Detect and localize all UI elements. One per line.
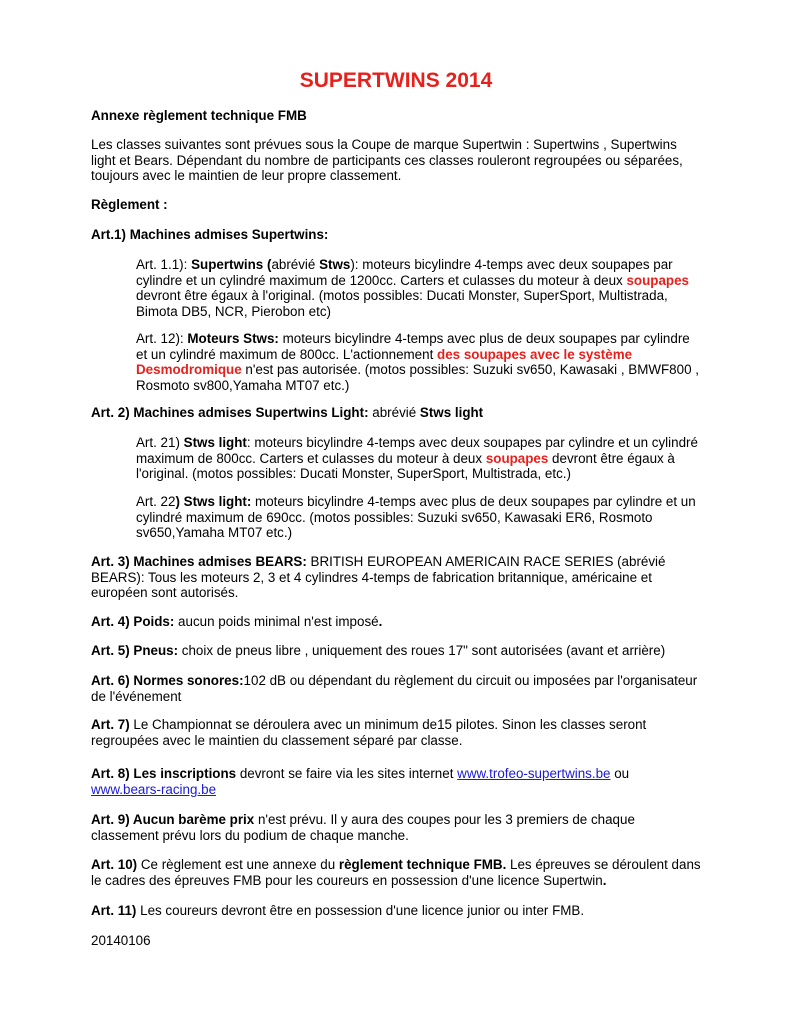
page-title: SUPERTWINS 2014: [299, 69, 493, 92]
art1-heading: Art.1) Machines admises Supertwins:: [91, 227, 329, 242]
art11-paragraph: Art. 11) Les coureurs devront être en possession d'une licence junior ou inter FMB.: [91, 903, 585, 918]
art2-heading: Art. 2) Machines admises Supertwins Light: abrévié Stws light: [91, 405, 484, 420]
intro-paragraph: Les classes suivantes sont prévues sous la Coupe de marque Supertwin : Supertwins , Supertwins light et Bears. Dépendant du nombre de participants ces classes rouleront regroupées ou séparées, toujours avec le maintien de leur propre classement.: [91, 137, 683, 184]
bears-racing-link[interactable]: www.bears-racing.be: [91, 781, 217, 797]
art4-paragraph: Art. 4) Poids: aucun poids minimal n'est imposé.: [91, 614, 383, 629]
art1-1-paragraph: Art. 1.1): Supertwins (abrévié Stws): moteurs bicylindre 4-temps avec deux soupapes par cylindre et un cylindré maximum de 1200cc. Carters et culasses du moteur à deux soupapes devront être égaux à l'original. (motos possibles: Ducati Monster, SuperSport, Multistrada, Bimota DB5, NCR, Pierobon etc): [136, 257, 689, 319]
document-date: 20140106: [91, 933, 151, 948]
art5-paragraph: Art. 5) Pneus: choix de pneus libre , uniquement des roues 17" sont autorisées (avant et arrière): [91, 643, 666, 658]
art6-paragraph: Art. 6) Normes sonores:102 dB ou dépendant du règlement du circuit ou imposées par l'organisateur de l'événement: [91, 673, 698, 704]
art7-paragraph: Art. 7) Le Championnat se déroulera avec un minimum de15 pilotes. Sinon les classes seront regroupées avec le maintien du classement séparé par classe.: [91, 717, 647, 748]
art1-2-paragraph: Art. 12): Moteurs Stws: moteurs bicylindre 4-temps avec plus de deux soupapes par cylindre et un cylindré maximum de 800cc. L'actionnement des soupapes avec le système Desmodromique n'est pas autorisée. (motos possibles: Suzuki sv650, Kawasaki , BMWF800 , Rosmoto sv800,Yamaha MT07 etc.): [136, 331, 699, 393]
art10-paragraph: Art. 10) Ce règlement est une annexe du règlement technique FMB. Les épreuves se déroulent dans le cadres des épreuves FMB pour les coureurs en possession d'une licence Supertwin.: [91, 857, 701, 888]
document-subtitle: Annexe règlement technique FMB: [91, 108, 307, 123]
art3-paragraph: Art. 3) Machines admises BEARS: BRITISH EUROPEAN AMERICAIN RACE SERIES (abrévié BEARS): Tous les moteurs 2, 3 et 4 cylindres 4-temps de fabrication britannique, américaine et européen sont autorisés.: [91, 554, 666, 601]
reglement-heading: Règlement :: [91, 197, 168, 212]
art2-1-paragraph: Art. 21) Stws light: moteurs bicylindre 4-temps avec deux soupapes par cylindre et un cylindré maximum de 800cc. Carters et culasses du moteur à deux soupapes devront être égaux à l'original. (motos possibles: Ducati Monster, SuperSport, Multistrada, etc.): [136, 435, 698, 482]
art2-2-paragraph: Art. 22) Stws light: moteurs bicylindre 4-temps avec plus de deux soupapes par cylindre et un cylindré maximum de 690cc. (motos possibles: Suzuki sv650, Kawasaki ER6, Rosmoto sv650,Yamaha MT07 etc.): [136, 494, 696, 541]
art9-paragraph: Art. 9) Aucun barème prix n'est prévu. Il y aura des coupes pour les 3 premiers de chaque classement prévu lors du podium de chaque manche.: [91, 812, 635, 843]
trofeo-supertwins-link[interactable]: www.trofeo-supertwins.be: [457, 766, 611, 781]
art8-paragraph: Art. 8) Les inscriptions devront se faire via les sites internet www.trofeo-supertwins.be ou www.bears-racing.be: [91, 766, 630, 797]
